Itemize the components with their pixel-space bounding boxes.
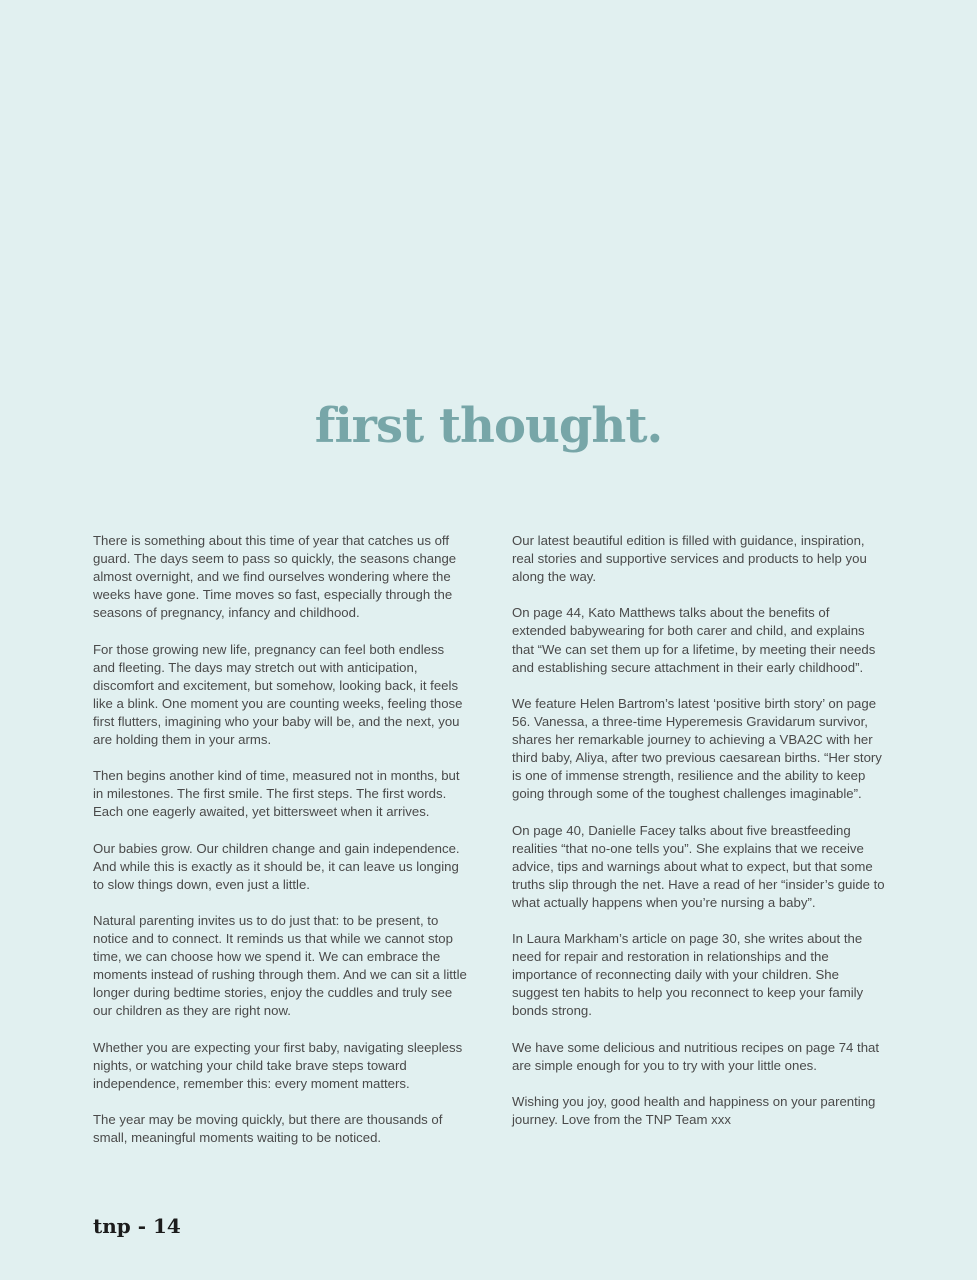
paragraph: There is something about this time of year that catches us off guard. The days seem to pass so quickly, the seasons change almost overnight, and we find ourselves wondering where the weeks have gone. Time moves so fast, especially through the seasons of pregnancy, infancy and childhood.	[93, 533, 457, 621]
paragraph: Our babies grow. Our children change and gain independence. And while this is exactly as it should be, it can leave us longing to slow things down, even just a little.	[93, 840, 460, 892]
paragraph: On page 44, Kato Matthews talks about the benefits of extended babywearing for both carer and child, and explains that “We can set them up for a lifetime, by meeting their needs and establishing secure attachment in their early childhood”.	[512, 605, 876, 675]
paragraph: On page 40, Danielle Facey talks about five breastfeeding realities “that no-one tells you”. She explains that we receive advice, tips and warnings about what to expect, but that some truths slip through the net. Have a read of her “insider’s guide to what actually happens when you’re nursing a baby”.	[512, 822, 885, 910]
paragraph: Our latest beautiful edition is filled with guidance, inspiration, real stories and supportive services and products to help you along the way.	[512, 533, 867, 585]
paragraph: We feature Helen Bartrom’s latest ‘positive birth story’ on page 56. Vanessa, a three-time Hyperemesis Gravidarum survivor, shares her remarkable journey to achieving a VBA2C with her third baby, Aliya, after two previous caesarean births. “Her story is one of immense strength, resilience and the ability to keep going through some of the toughest challenges imaginable”.	[512, 695, 882, 802]
paragraph: Wishing you joy, good health and happiness on your parenting journey. Love from the TNP Team xxx	[512, 1093, 876, 1127]
paragraph: Whether you are expecting your first baby, navigating sleepless nights, or watching your child take brave steps toward independence, remember this: every moment matters.	[93, 1039, 463, 1091]
paragraph: In Laura Markham’s article on page 30, she writes about the need for repair and restoration in relationships and the importance of reconnecting daily with your children. She suggest ten habits to help you reconnect to keep your family bonds strong.	[512, 931, 864, 1019]
left-column	[93, 532, 468, 1165]
page-title: first thought.	[314, 398, 663, 454]
page-number: tnp - 14	[93, 1214, 181, 1238]
paragraph: Natural parenting invites us to do just that: to be present, to notice and to connect. It reminds us that while we cannot stop time, we can choose how we spend it. We can embrace the moments instead of rushing through them. And we can sit a little longer during bedtime stories, enjoy the cuddles and truly see our children as they are right now.	[93, 912, 467, 1019]
right-column	[512, 532, 887, 1147]
paragraph: The year may be moving quickly, but there are thousands of small, meaningful moments waiting to be noticed.	[93, 1112, 443, 1146]
paragraph: For those growing new life, pregnancy can feel both endless and fleeting. The days may stretch out with anticipation, discomfort and excitement, but somehow, looking back, it feels like a blink. One moment you are counting weeks, feeling those first flutters, imagining who your baby will be, and the next, you are holding them in your arms.	[93, 641, 463, 748]
paragraph: We have some delicious and nutritious recipes on page 74 that are simple enough for you to try with your little ones.	[512, 1039, 880, 1073]
paragraph: Then begins another kind of time, measured not in months, but in milestones. The first smile. The first steps. The first words. Each one eagerly awaited, yet bittersweet when it arrives.	[93, 768, 460, 820]
